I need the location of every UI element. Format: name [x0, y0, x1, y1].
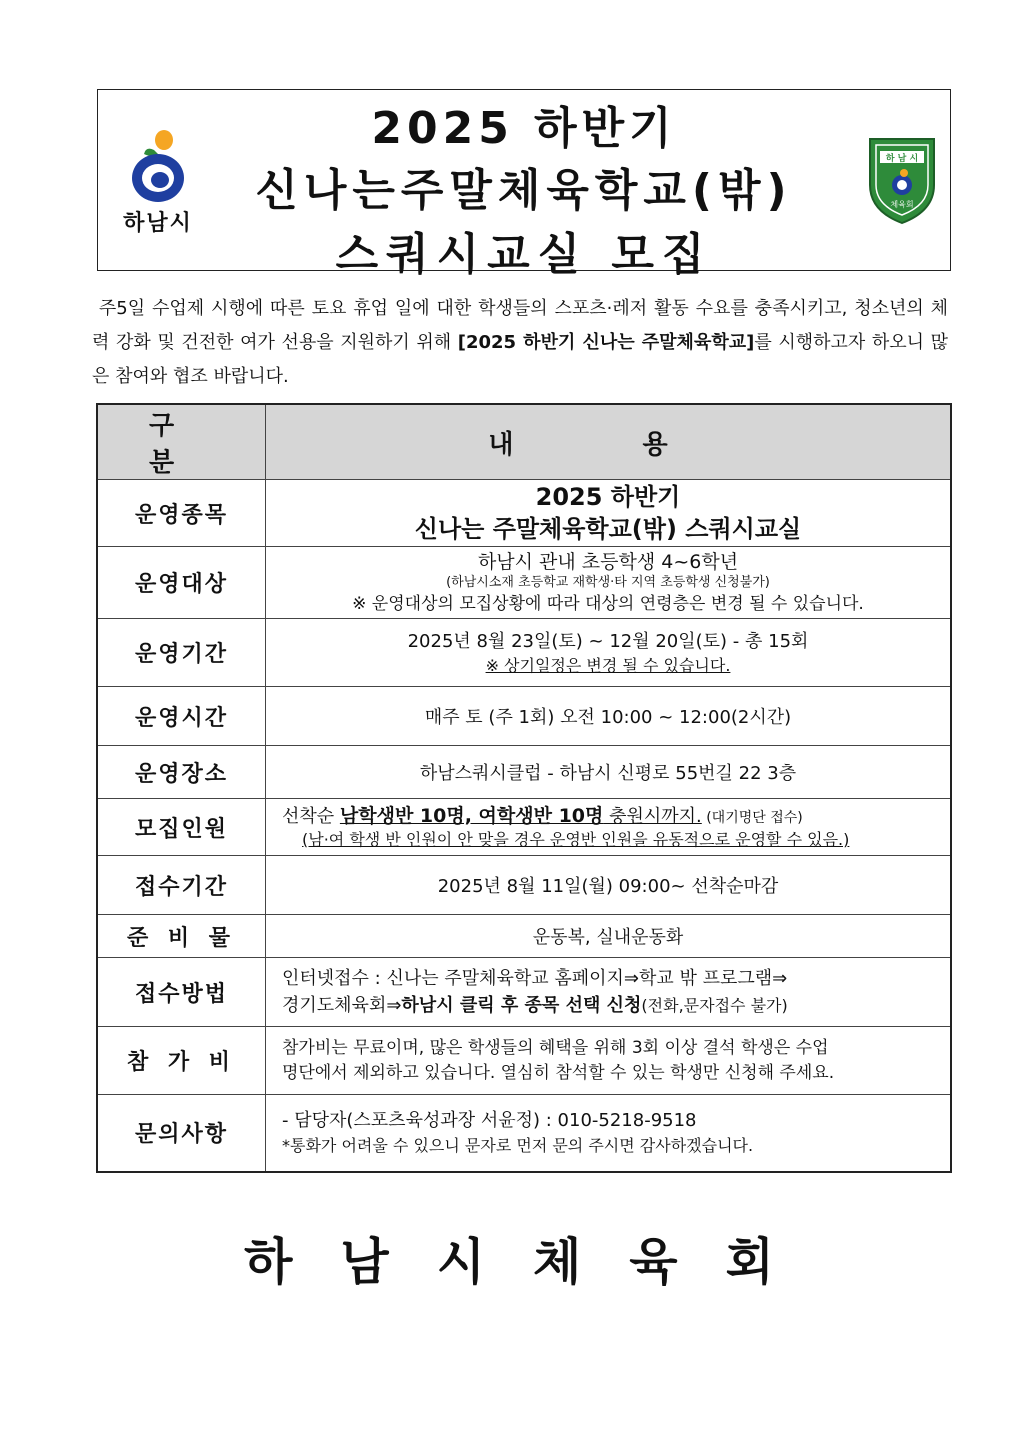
row-value [266, 547, 952, 619]
row-label: 운영장소 [97, 746, 266, 799]
title-class: 스쿼시교실 모집 [335, 229, 713, 280]
row-value: 매주 토 (주 1회) 오전 10:00 ~ 12:00(2시간) [266, 687, 952, 746]
apply-method-line-1: 인터넷접수 : 신나는 주말체육학교 홈페이지⇒학교 밖 프로그램⇒ [282, 968, 788, 989]
fee-line-1: 참가비는 무료이며, 많은 학생들의 혜택을 위해 3회 이상 결석 학생은 수업 [282, 1037, 829, 1058]
table-row-fee [97, 1027, 951, 1095]
target-line-2: (하남시소재 초등학교 재학생·타 지역 초등학생 신청불가) [446, 574, 770, 590]
contact-line-2: *통화가 어려울 수 있으니 문자로 먼저 문의 주시면 감사하겠습니다. [282, 1136, 754, 1156]
apply-method-line-2 [282, 992, 950, 1019]
table-row-contact [97, 1095, 951, 1172]
row-value [266, 799, 952, 856]
recruit-post: 충원시까지. [603, 806, 702, 827]
row-label: 모집인원 [97, 799, 266, 856]
row-label: 참 가 비 [97, 1027, 266, 1095]
sports-council-logo [866, 135, 938, 225]
row-label: 운영시간 [97, 687, 266, 746]
table-row-supplies [97, 915, 951, 958]
event-line-1: 2025 하반기 [535, 483, 681, 511]
row-label: 준 비 물 [97, 915, 266, 958]
recruit-bold: 남학생반 10명, 여학생반 10명 [339, 805, 604, 827]
period-line-1: 2025년 8월 23일(토) ~ 12월 20일(토) - 총 15회 [407, 630, 809, 652]
event-line-2: 신나는 주말체육학교(밖) 스쿼시교실 [414, 515, 802, 543]
row-value [266, 480, 952, 547]
fee-line-2: 명단에서 제외하고 있습니다. 열심히 참석할 수 있는 학생만 신청해 주세요. [282, 1062, 835, 1083]
target-line-1: 하남시 관내 초등학생 4~6학년 [477, 550, 739, 573]
table-row-apply-method [97, 958, 951, 1027]
row-value [266, 958, 952, 1027]
table-row-place [97, 746, 951, 799]
apply-method-post: (전화,문자접수 불가) [641, 996, 788, 1015]
row-label: 접수방법 [97, 958, 266, 1027]
row-value: 2025년 8월 11일(월) 09:00~ 선착순마감 [266, 856, 952, 915]
period-line-2: ※ 상기일정은 변경 될 수 있습니다. [485, 655, 731, 675]
table-header-row [97, 404, 951, 480]
city-logo-text: 하남시 [123, 211, 193, 236]
apply-method-pre: 경기도체육회⇒ [282, 995, 402, 1016]
intro-bold-text: [2025 하반기 신나는 주말체육학교] [457, 332, 755, 353]
row-value [266, 1027, 952, 1095]
target-line-3: ※ 운영대상의 모집상황에 따라 대상의 연령층은 변경 될 수 있습니다. [352, 593, 864, 614]
row-label: 운영기간 [97, 619, 266, 687]
table-row-period [97, 619, 951, 687]
svg-text:체육회: 체육회 [890, 200, 914, 209]
table-row-recruit [97, 799, 951, 856]
recruit-line-2: (남·여 학생 반 인원이 안 맞을 경우 운영반 인원을 유동적으로 운영할 수 있음.) [302, 830, 850, 849]
intro-paragraph [92, 292, 948, 394]
title-box [97, 89, 951, 280]
table-row-time [97, 687, 951, 746]
row-value: 하남스쿼시클럽 - 하남시 신평로 55번길 22 3층 [266, 746, 952, 799]
recruit-line-1 [282, 804, 950, 830]
recruit-pre: 선착순 [282, 806, 340, 827]
table-row-target [97, 547, 951, 619]
intro-text-2: 를 시행하고자 하오니 많은 참여와 협조 바랍니다. [92, 332, 948, 387]
table-row-event [97, 480, 951, 547]
contact-line-1: - 담당자(스포츠육성과장 서윤정) : 010-5218-9518 [282, 1110, 697, 1132]
header-category: 구 분 [97, 404, 266, 480]
recruit-note: (대기명단 접수) [701, 810, 803, 826]
row-value [266, 619, 952, 687]
row-label: 운영종목 [97, 480, 266, 547]
svg-text:하 남 시: 하 남 시 [885, 154, 919, 164]
shield-emblem-icon [866, 135, 938, 225]
table-row-apply-period [97, 856, 951, 915]
apply-method-bold: 하남시 클릭 후 종목 선택 신청 [401, 995, 642, 1016]
organization-name: 하남시체육회 [244, 1233, 822, 1291]
title-year: 2025 하반기 [371, 103, 677, 154]
row-value: 운동복, 실내운동화 [266, 915, 952, 958]
row-label: 운영대상 [97, 547, 266, 619]
header-content: 내 용 [266, 404, 952, 480]
row-label: 문의사항 [97, 1095, 266, 1172]
row-label: 접수기간 [97, 856, 266, 915]
row-value [266, 1095, 952, 1172]
info-table [96, 403, 952, 1173]
title-program: 신나는주말체육학교(밖) [255, 165, 793, 216]
intro-text-1: 주5일 수업제 시행에 따른 토요 휴업 일에 대한 학생들의 스포츠·레저 활동 수요를 충족시키고, 청소년의 체력 강화 및 건전한 여가 선용을 지원하기 위해 [92, 298, 948, 353]
